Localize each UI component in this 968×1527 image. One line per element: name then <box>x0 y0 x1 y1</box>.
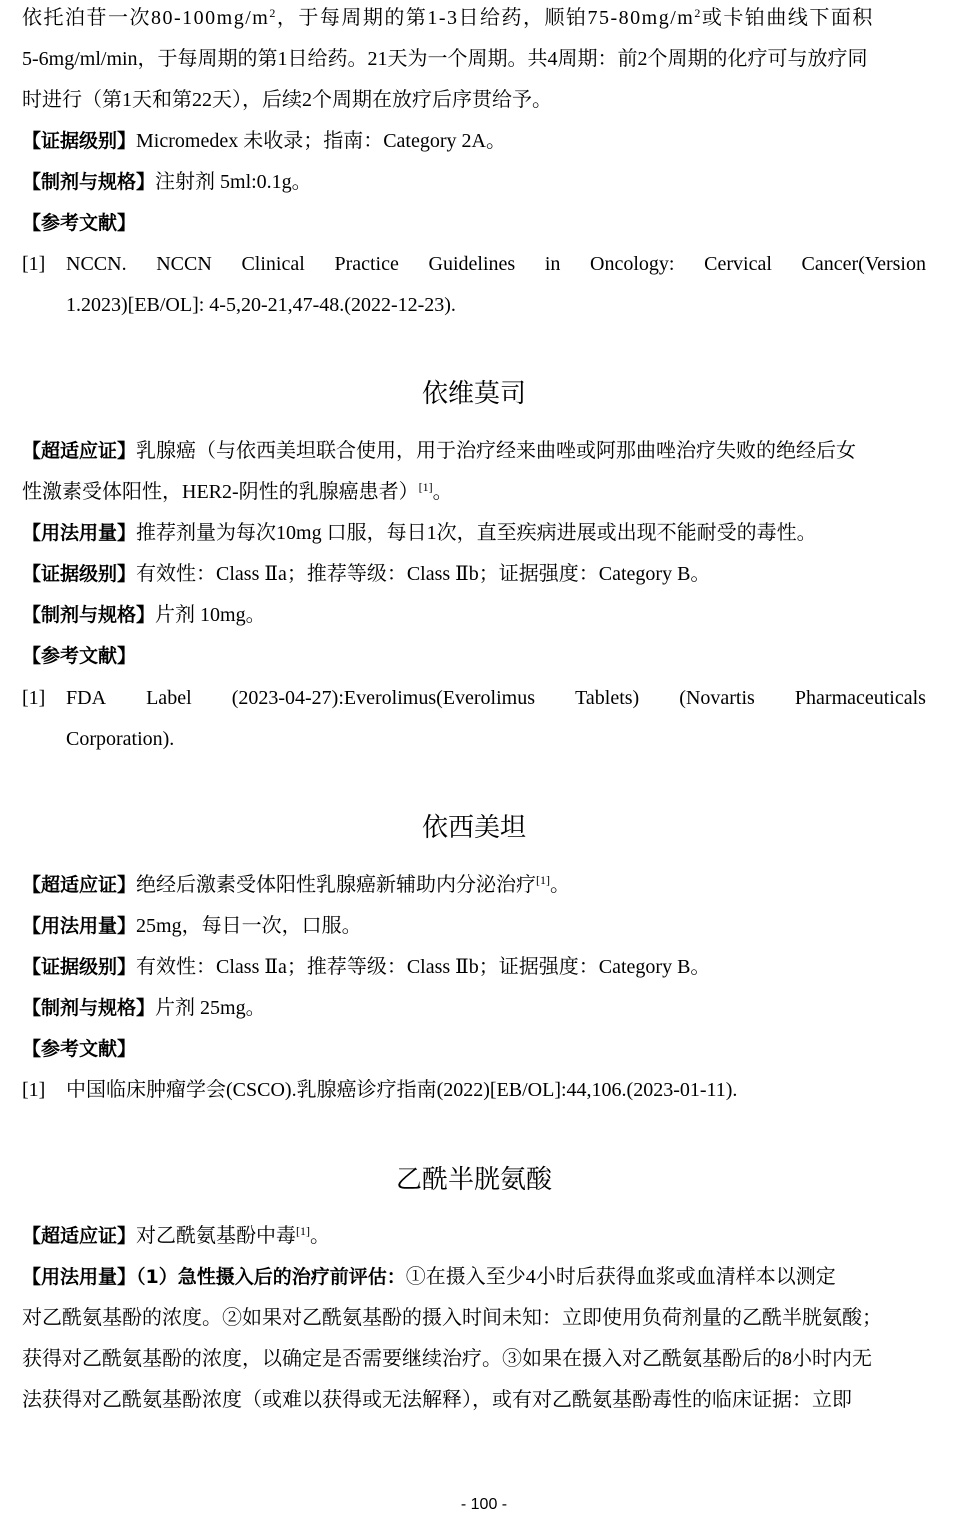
usage-line-2: 对乙酰氨基酚的浓度。②如果对乙酰氨基酚的摄入时间未知：立即使用负荷剂量的乙酰半胱氨酸； <box>22 1307 882 1329</box>
reference-word: Guidelines <box>428 253 516 275</box>
reference-word: Clinical <box>241 253 305 275</box>
intro-evidence: 【证据级别】Micromedex 未收录；指南：Category 2A。 <box>22 130 506 152</box>
ref-heading: 【参考文献】 <box>22 1038 137 1060</box>
section-title: 依西美坦 <box>421 813 526 843</box>
reference-text: 中国临床肿瘤学会(CSCO).乳腺癌诊疗指南(2022)[EB/OL]:44,106.(2023-01-11). <box>66 1079 738 1101</box>
evidence: 【证据级别】有效性：Class Ⅱa；推荐等级：Class Ⅱb；证据强度：Category B。 <box>22 956 711 978</box>
intro-text: 依托泊苷一次80-100mg/m <box>22 7 270 29</box>
reference-word: NCCN <box>156 253 212 275</box>
evidence-label: 【证据级别】 <box>22 130 137 152</box>
section-title: 依维莫司 <box>421 379 526 409</box>
usage-line-4: 法获得对乙酰氨基酚浓度（或难以获得或无法解释），或有对乙酰氨基酚毒性的临床证据：立即 <box>22 1389 852 1411</box>
spec: 【制剂与规格】片剂 25mg。 <box>22 997 266 1019</box>
citation: [1] <box>418 480 433 494</box>
citation: [1] <box>296 1224 311 1238</box>
section-title: 乙酰半胱氨酸 <box>395 1165 552 1195</box>
reference-text <box>66 678 926 719</box>
reference-word: Practice <box>334 253 399 275</box>
reference-word: Pharmaceuticals <box>794 687 926 709</box>
usage: 【用法用量】（1）急性摄入后的治疗前评估：①在摄入至少4小时后获得血浆或血清样本以测定 <box>22 1266 836 1288</box>
reference-word: (2023-04-27):Everolimus(Everolimus <box>231 687 535 709</box>
ref-heading: 【参考文献】 <box>22 645 137 667</box>
reference-word: in <box>544 253 561 275</box>
indication: 【超适应证】对乙酰氨基酚中毒[1]。 <box>22 1224 331 1247</box>
reference: [1] 中国临床肿瘤学会(CSCO).乳腺癌诊疗指南(2022)[EB/OL]:44,106.(2023-01-11). <box>22 1070 926 1111</box>
intro-line-1: 依托泊苷一次$80-100mg/m^2$，于每周期的第1-3日给药，顺铂$75-80mg/m^2$或卡铂曲线下面积 <box>22 6 874 29</box>
intro-line-3: 时进行（第1天和第22天），后续2个周期在放疗后序贯给予。 <box>22 89 552 111</box>
reference-word: Label <box>146 687 192 709</box>
reference-word: Oncology: <box>590 253 675 275</box>
page-number: - 100 - <box>460 1496 508 1513</box>
indication: 【超适应证】乳腺癌（与依西美坦联合使用，用于治疗经来曲唑或阿那曲唑治疗失败的绝经后女 <box>22 440 857 462</box>
reference-word: Cervical <box>704 253 772 275</box>
usage: 【用法用量】25mg，每日一次，口服。 <box>22 915 362 937</box>
reference-word: NCCN. <box>66 253 127 275</box>
usage-line-3: 获得对乙酰氨基酚的浓度，以确定是否需要继续治疗。③如果在摄入对乙酰氨基酚后的8小时内无 <box>22 1348 872 1370</box>
indication: 【超适应证】绝经后激素受体阳性乳腺癌新辅助内分泌治疗[1]。 <box>22 873 571 896</box>
usage-subheading: （1）急性摄入后的治疗前评估： <box>136 1266 406 1288</box>
reference-word: Cancer(Version <box>801 253 926 275</box>
spec-label: 【制剂与规格】 <box>22 171 156 193</box>
reference-word: (Novartis <box>679 687 755 709</box>
reference-word: FDA <box>66 687 107 709</box>
citation: [1] <box>536 873 551 887</box>
intro-ref-heading: 【参考文献】 <box>22 212 137 234</box>
intro-reference: [1] NCCN. NCCN Clinical Practice Guidelines in Oncology: Cervical Cancer(Version 1.2023)[EB/OL]: 4-5,20-21,47-48.(2022-12-23). <box>22 244 926 326</box>
reference-text <box>66 244 926 285</box>
intro-spec: 【制剂与规格】注射剂 5ml:0.1g。 <box>22 171 312 193</box>
indication-line-2: 性激素受体阳性，HER2-阴性的乳腺癌患者）[1]。 <box>22 480 453 503</box>
reference: [1] FDA Label (2023-04-27):Everolimus(Everolimus Tablets) (Novartis Pharmaceuticals Corporation). <box>22 678 926 760</box>
usage: 【用法用量】推荐剂量为每次10mg 口服，每日1次，直至疾病进展或出现不能耐受的毒性。 <box>22 522 817 544</box>
evidence: 【证据级别】有效性：Class Ⅱa；推荐等级：Class Ⅱb；证据强度：Category B。 <box>22 563 711 585</box>
intro-line-2: 5-6mg/ml/min，于每周期的第1日给药。21天为一个周期。共4周期：前2个周期的化疗可与放疗同 <box>22 48 868 70</box>
spec: 【制剂与规格】片剂 10mg。 <box>22 604 266 626</box>
reference-word: Tablets) <box>575 687 640 709</box>
